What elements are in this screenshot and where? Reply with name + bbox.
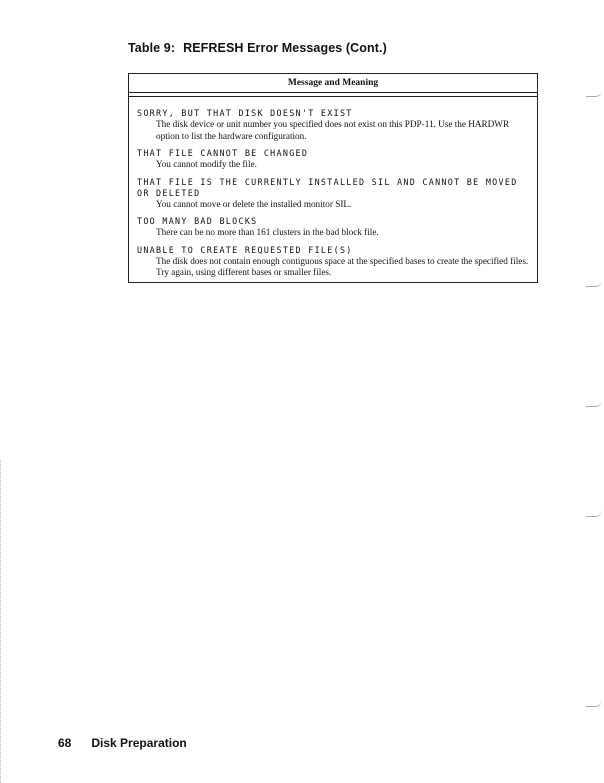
scan-edge-mark [586,510,602,517]
error-message: UNABLE TO CREATE REQUESTED FILE(S) [137,244,353,255]
section-title: Disk Preparation [91,736,187,750]
scan-edge-mark [586,90,602,97]
table-row [137,245,537,279]
error-message: THAT FILE IS THE CURRENTLY INSTALLED SIL AND CANNOT BE MOVED OR DELETED [137,176,524,198]
table-row [137,177,537,211]
table-body [129,97,537,279]
table-row [137,216,537,239]
scan-edge-mark [586,280,602,287]
table-row [137,108,537,142]
error-meaning: There can be no more than 161 clusters in the bad block file. [156,227,379,237]
table-title [128,41,387,55]
error-messages-table [128,73,538,283]
table-title-text: REFRESH Error Messages (Cont.) [183,41,387,55]
error-message: THAT FILE CANNOT BE CHANGED [137,148,309,158]
error-meaning: The disk does not contain enough contiguous space at the specified bases to create the specified files. Try again, using different bases or smaller files. [156,255,529,277]
scan-edge-mark [586,400,602,407]
error-meaning: You cannot modify the file. [156,159,257,169]
error-meaning: The disk device or unit number you specified does not exist on this PDP-11. Use the HARDWR option to list the hardware configuration. [156,119,510,141]
table-row [137,148,537,171]
column-header: Message and Meaning [129,74,537,93]
page-number: 68 [58,736,72,750]
page-footer [58,736,187,750]
scan-edge-line [0,460,2,783]
error-message: SORRY, BUT THAT DISK DOESN'T EXIST [137,108,353,118]
table-title-label: Table 9: [128,41,176,55]
error-message: TOO MANY BAD BLOCKS [137,216,258,226]
scan-edge-mark [586,700,602,707]
error-meaning: You cannot move or delete the installed monitor SIL. [156,198,352,209]
